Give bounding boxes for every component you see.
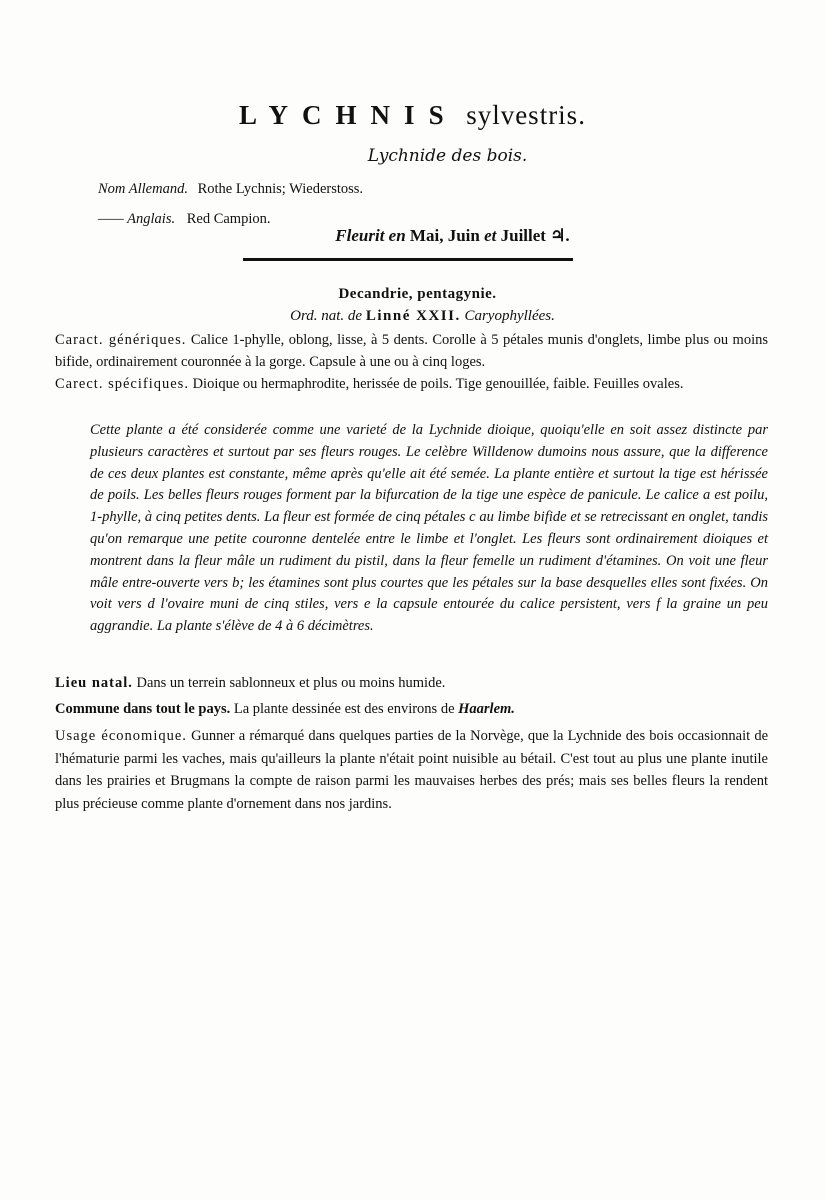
- order-name: Linné XXII.: [365, 308, 461, 324]
- generic-characters-label: Caract. génériques.: [55, 332, 187, 348]
- name-german: [98, 181, 363, 198]
- distribution-place: Haarlem.: [458, 701, 515, 717]
- classification-order: [0, 308, 825, 325]
- name-german-label: Nom Allemand.: [98, 181, 188, 197]
- specific-characters: [55, 374, 768, 396]
- flowering-months: Mai, Juin: [409, 226, 480, 245]
- economic-use: [55, 725, 768, 815]
- description-paragraph: Cette plante a été considerée comme une varieté de la Lychnide dioique, quoiqu'elle en soit assez distincte par plusieurs caractères et surtout par ses fleurs rouges. Le celèbre Willdenow dumoins nous assure, que la difference de ces deux plantes est constante, même après qu'elle ait été semée. La plante entière et surtout la tige est hérissée de poils. Les belles fleurs rouges forment par la bifurcation de la tige une espèce de panicule. Le calice a est poilu, 1-phylle, à cinq petites dents. La fleur est formée de cinq pétales c au limbe bifide et se retrecissant en onglet, tandis qu'on remarque une petite couronne dentelée entre le limbe et l'onglet. Les fleurs sont ordinairement dioiques et montrent dans la fleur mâle un rudiment du pistil, dans la fleur femelle un rudiment d'étamines. On voit une fleur mâle entre-ouverte vers b; les étamines sont plus courtes que les pétales sur la base desquelles elles sont fixées. On voit vers d l'ovaire muni de cinq stiles, vers e la capsule entourée du calice persistent, vers f la graine un peu aggrandie. La plante s'élève de 4 à 6 décimètres.: [90, 422, 768, 635]
- distribution-label: Commune dans tout le pays.: [55, 701, 231, 717]
- classification-system: Decandrie, pentagynie.: [338, 286, 497, 302]
- specific-characters-text: Dioique ou hermaphrodite, herissée de poils. Tige genouillée, faible. Feuilles ovales.: [192, 376, 684, 392]
- specific-characters-label: Carect. spécifiques.: [55, 376, 189, 392]
- economic-use-text: Gunner a rémarqué dans quelques parties de la Norvège, que la Lychnide des bois occasionnait de l'hématurie parmi les vaches, mais qu'ailleurs la plante n'était point nuisible au bétail. C'est tout au plus une plante inutile dans les prairies et Brugmans la compte de raison parmi les mauvaises herbes des prés; mais ses belles fleurs la rendent plus précieuse comme plante d'ornement dans nos jardins.: [55, 728, 769, 812]
- native-habitat-text: Dans un terrein sablonneux et plus ou moins humide.: [136, 675, 446, 691]
- species-name: sylvestris.: [466, 100, 586, 130]
- flowering-prefix: Fleurit en: [335, 226, 406, 245]
- flowering-line: [0, 226, 825, 246]
- generic-characters-text: Calice 1-phylle, oblong, lisse, à 5 dents. Corolle à 5 pétales munis d'onglets, limbe plus ou moins bifide, ordinairement couronnée à la gorge. Capsule à une ou à cinq loges.: [55, 332, 768, 370]
- page-title: [0, 100, 825, 131]
- generic-characters: [55, 330, 768, 373]
- native-habitat-label: Lieu natal.: [55, 675, 133, 691]
- name-german-value: Rothe Lychnis; Wiederstoss.: [197, 181, 364, 197]
- order-family: Caryophyllées.: [464, 308, 555, 324]
- flowering-et: et: [484, 226, 497, 245]
- name-english-label: —— Anglais.: [98, 211, 176, 227]
- order-prefix: Ord. nat. de: [290, 308, 363, 324]
- native-habitat: [55, 673, 768, 695]
- flowering-last: Juillet ♃.: [500, 226, 570, 245]
- economic-use-label: Usage économique.: [55, 728, 187, 744]
- distribution-text: La plante dessinée est des environs de: [233, 701, 455, 717]
- name-english-value: Red Campion.: [186, 211, 271, 227]
- distribution: [55, 699, 768, 721]
- divider-rule: [243, 258, 573, 261]
- genus-name: LYCHNIS: [239, 100, 458, 130]
- common-name: Lychnide des bois.: [367, 146, 528, 166]
